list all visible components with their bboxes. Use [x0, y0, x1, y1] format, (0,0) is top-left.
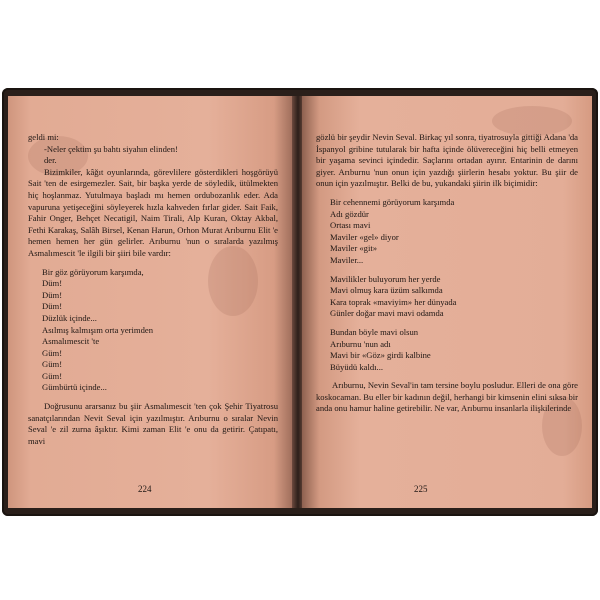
poem-line: Mavi olmuş kara üzüm salkımda	[330, 285, 443, 296]
text-line: der.	[44, 155, 57, 166]
poem-line: Ortası mavi	[330, 220, 371, 231]
page-number: 224	[138, 484, 152, 494]
poem-line: Düm!	[42, 301, 63, 312]
poem-line: Büyüdü kaldı...	[330, 361, 383, 372]
poem-line: Düm!	[42, 278, 63, 289]
poem-line: Adı gözdür	[330, 208, 369, 219]
open-book	[2, 88, 598, 516]
paragraph: Bizimkiler, kâğıt oyunlarında, görevlilere gösterdikleri hoşgörüyü Sait 'ten de esirgemezler. Sait, bir başka yerde de söyledik, ütülmekten hiç hoşlanmaz. Yutulmaya başladı mı hemen ordubozanlık eder. Ada vapuruna yetişeceğini söyleyerek hızla kahveden fırlar gider. Sait Faik, Fahir Onger, Behçet Necatigil, Naim Tirali, Alp Kuran, Oktay Akbal, Fethi Karakaş, Salâh Birsel, Kenan Harun, Orhon Murat Arıburnu Elit 'e hemen hemen her gün gelirler. Arıburnu 'nun o sıralarda yazılmış Asmalımescit 'le ilgili bir şiiri bile vardır:	[28, 166, 278, 258]
poem-line: Güm!	[42, 359, 63, 370]
paragraph: Doğrusunu ararsanız bu şiir Asmalımescit 'ten çok Şehir Tiyatrosu sanatçılarından Nevit Seval için yazılmıştır. Arıburnu o sıralar Nevin Seval 'e zil zurna âşıktır. Kimi zaman Elit 'e onu da getirir. Çatıpatı, mavi	[28, 401, 278, 446]
text-line: -Neler çektim şu bahtı siyahın elinden!	[44, 143, 178, 154]
poem-line: Asmalımescit 'te	[42, 336, 100, 347]
poem-line: Mavilikler buluyorum her yerde	[330, 273, 441, 284]
poem-line: Bir göz görüyorum karşımda,	[42, 266, 144, 277]
page-number: 225	[414, 484, 428, 494]
left-page-text	[28, 132, 278, 447]
poem-line: Arıburnu 'nun adı	[330, 338, 391, 349]
paragraph: gözlü bir şeydir Nevin Seval. Birkaç yıl sonra, tiyatrosuyla gittiği Adana 'da İspanyol gribine tutularak bir hafta içinde ölüvereceğini hiç belli etmeyen bir yaşama sevinci içindedir. Saçlarını ortadan ayırır. Entarinin de darını giyer. Arıburnu 'nun onun için yazdığı şiirlerin hesabı yoktur. Bu şiir de onun için yazılmıştır. Belki de bu, yukandaki şiirin ilk biçimidir:	[316, 132, 578, 189]
poem-line: Maviler «git»	[330, 243, 378, 254]
left-page	[8, 96, 294, 508]
poem-line: Kara toprak «maviyim» her dünyada	[330, 296, 457, 307]
poem-line: Bir cehennemi görüyorum karşımda	[330, 196, 455, 207]
poem-line: Gümbürtü içinde...	[42, 382, 107, 393]
poem-line: Maviler...	[330, 254, 364, 265]
poem-line: Asılmış kalmışım orta yerimden	[42, 324, 153, 335]
poem-line: Düm!	[42, 289, 63, 300]
poem-line: Günler doğar mavi mavi odamda	[330, 308, 444, 319]
poem	[28, 267, 278, 395]
right-page	[302, 96, 592, 508]
paragraph: Arıburnu, Nevin Seval'in tam tersine boylu posludur. Elleri de ona göre koskocaman. Bu eller bir kadının değil, herhangi bir kimsenin elini sıksa bir anda onu hamur haline getirebilir. Ne var, Arıburnu insanlarla ilişkilerinde	[316, 380, 578, 414]
text-line: geldi mi:	[28, 132, 59, 142]
poem-line: Maviler «gel» diyor	[330, 231, 399, 242]
poem-line: Güm!	[42, 370, 63, 381]
poem-line: Güm!	[42, 347, 63, 358]
poem-line: Mavi bir «Göz» girdi kalbine	[330, 350, 431, 361]
poem-line: Bundan böyle mavi olsun	[330, 326, 419, 337]
poem	[316, 197, 578, 373]
poem-line: Düzlük içinde...	[42, 312, 97, 323]
right-page-text	[316, 132, 578, 415]
